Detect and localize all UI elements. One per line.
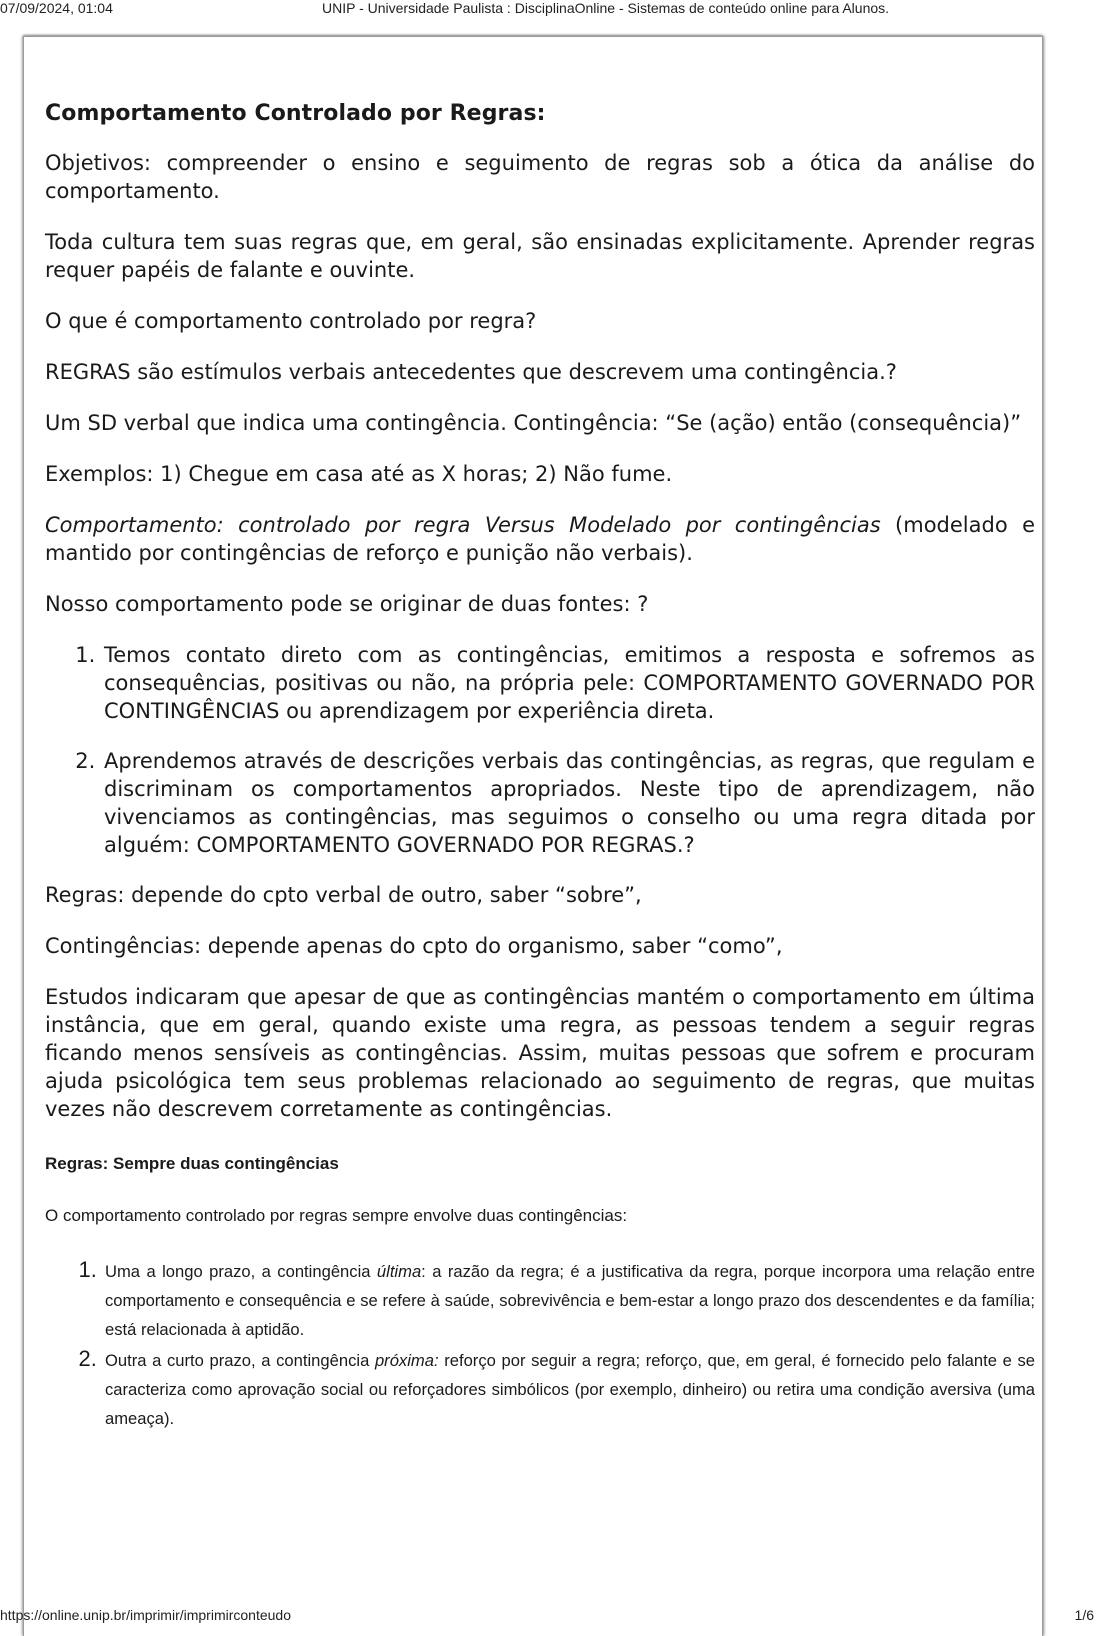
section-subheading: Regras: Sempre duas contingências [45,1154,339,1173]
print-footer [0,1605,1096,1624]
paragraph-sd-verbal: Um SD verbal que indica uma contingência. Contingência: “Se (ação) então (consequência)” [45,411,1022,435]
list-item [103,1255,1035,1344]
print-url: https://online.unip.br/imprimir/imprimirconteudo [0,1607,291,1623]
paragraph-rules-definition: REGRAS são estímulos verbais antecedentes que descrevem uma contingência.? [45,360,897,384]
list-item-italic: última [376,1262,422,1281]
list-item-text: reforço por seguir a regra; reforço, que, em geral, é fornecido pelo falante e se caracteriza como aprovação social ou reforçadores simbólicos (por exemplo, dinheiro) ou retira uma condição aversiva (uma ameaça). [105,1351,1035,1428]
paragraph-examples: Exemplos: 1) Chegue em casa até as X horas; 2) Não fume. [45,462,673,486]
comparison-italic: Comportamento: controlado por regra Versus Modelado por contingências [45,513,881,537]
document-title: Comportamento Controlado por Regras: [45,101,546,126]
page-number: 1/6 [1074,1607,1094,1623]
paragraph-contingencies-how: Contingências: depende apenas do cpto do organismo, saber “como”, [45,934,783,958]
list-item-text: Uma a longo prazo, a contingência [105,1262,377,1281]
list-item-text: Outra a curto prazo, a contingência [105,1351,375,1370]
comparison-rest: (modelado e mantido por contingências de reforço e punição não verbais). [45,513,1036,565]
section-intro: O comportamento controlado por regras sempre envolve duas contingências: [45,1206,628,1225]
paragraph-comparison [45,511,1035,567]
paragraph-culture: Toda cultura tem suas regras que, em geral, são ensinadas explicitamente. Aprender regras requer papéis de falante e ouvinte. [45,230,1035,282]
list-item: 2. Aprendemos através de descrições verbais das contingências, as regras, que regulam e discriminam os comportamentos apropriados. Neste tipo de aprendizagem, não vivenciamos as contingências, mas seguimos o conselho ou uma regra ditada por alguém: COMPORTAMENTO GOVERNADO POR REGRAS.? [102,747,1035,859]
list-item-italic: próxima: [374,1351,439,1370]
print-header [0,0,1096,18]
paragraph-two-sources: Nosso comportamento pode se originar de duas fontes: ? [45,592,649,616]
sources-list [45,641,1035,859]
contingencies-list [45,1255,1035,1433]
content-frame [23,36,1043,1636]
paragraph-question: O que é comportamento controlado por regra? [45,309,537,333]
list-item: 1. Temos contato direto com as contingências, emitimos a resposta e sofremos as consequências, positivas ou não, na própria pele: COMPORTAMENTO GOVERNADO POR CONTINGÊNCIAS ou aprendizagem por experiência direta. [102,641,1035,725]
paragraph-rules-about: Regras: depende do cpto verbal de outro, saber “sobre”, [45,883,642,907]
print-page-title: UNIP - Universidade Paulista : DisciplinaOnline - Sistemas de conteúdo online para Alunos. [322,0,890,16]
content-body [45,99,1035,1433]
paragraph-objectives: Objetivos: compreender o ensino e seguimento de regras sob a ótica da análise do comportamento. [45,151,1035,203]
list-item-text: : a razão da regra; é a justificativa da regra, porque incorpora uma relação entre comportamento e consequência e se refere à saúde, sobrevivência e bem-estar a longo prazo dos descendentes e da família; está relacionada à aptidão. [105,1262,1035,1339]
list-item [103,1344,1035,1433]
paragraph-studies: Estudos indicaram que apesar de que as contingências mantém o comportamento em última instância, que em geral, quando existe uma regra, as pessoas tendem a seguir regras ficando menos sensíveis as contingências. Assim, muitas pessoas que sofrem e procuram ajuda psicológica tem seus problemas relacionado ao seguimento de regras, que muitas vezes não descrevem corretamente as contingências. [45,985,1035,1121]
print-datetime: 07/09/2024, 01:04 [0,0,113,16]
